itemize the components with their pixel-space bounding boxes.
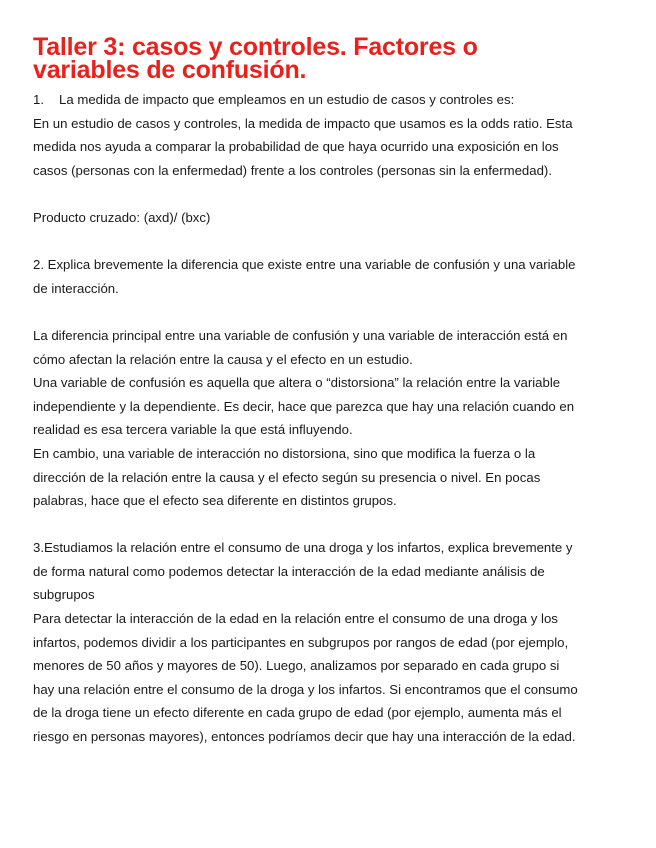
answer-3-line: Para detectar la interacción de la edad en la relación entre el consumo de una droga y los [33, 611, 558, 627]
page-title [33, 33, 623, 84]
answer-1-line: En un estudio de casos y controles, la medida de impacto que usamos es la odds ratio. Esta [33, 115, 573, 131]
answer-1-line: medida nos ayuda a comparar la probabilidad de que haya ocurrido una exposición en los [33, 139, 559, 155]
answer-2-line: independiente y la dependiente. Es decir, hace que parezca que hay una relación cuando en [33, 398, 575, 414]
title-line-2: variables de confusión. [33, 56, 307, 84]
question-1-text: La medida de impacto que empleamos en un estudio de casos y controles es: [59, 92, 515, 107]
answer-3-line: menores de 50 años y mayores de 50). Luego, analizamos por separado en cada grupo si [33, 658, 560, 674]
question-3-line: de forma natural como podemos detectar la interacción de la edad mediante análisis de [33, 563, 545, 579]
answer-1-line: casos (personas con la enfermedad) frente a los controles (personas sin la enfermedad). [33, 162, 552, 178]
formula: Producto cruzado: (axd)/ (bxc) [33, 209, 211, 225]
answer-3-line: de la droga tiene un efecto diferente en cada grupo de edad (por ejemplo, aumenta más el [33, 705, 562, 721]
answer-2-line: En cambio, una variable de interacción no distorsiona, sino que modifica la fuerza o la [33, 445, 536, 461]
answer-2-line: La diferencia principal entre una variable de confusión y una variable de interacción está en [33, 327, 568, 343]
spacer [33, 182, 623, 206]
document-page [33, 33, 623, 749]
question-1-number: 1. [33, 92, 44, 107]
answer-3-line: infartos, podemos dividir a los participantes en subgrupos por rangos de edad (por ejemplo, [33, 634, 569, 650]
spacer [33, 300, 623, 324]
spacer [33, 230, 623, 254]
answer-2-line: realidad es esa tercera variable la que está influyendo. [33, 422, 353, 438]
answer-3-line: riesgo en personas mayores), entonces podríamos decir que hay una interacción de la edad. [33, 729, 576, 745]
spacer [33, 513, 623, 537]
answer-3-line: hay una relación entre el consumo de la droga y los infartos. Si encontramos que el consumo [33, 681, 578, 697]
question-3-line: 3.Estudiamos la relación entre el consumo de una droga y los infartos, explica brevemente y [33, 540, 573, 556]
answer-2-line: dirección de la relación entre la causa y el efecto según su presencia o nivel. En pocas [33, 469, 541, 485]
question-2-line: 2. Explica brevemente la diferencia que existe entre una variable de confusión y una variable [33, 257, 576, 273]
answer-2-line: palabras, hace que el efecto sea diferente en distintos grupos. [33, 493, 397, 509]
question-1 [33, 88, 623, 112]
answer-2-line: Una variable de confusión es aquella que altera o “distorsiona” la relación entre la variable [33, 375, 561, 391]
document-body [33, 88, 623, 749]
title-line-1: Taller 3: casos y controles. Factores o [33, 33, 478, 61]
question-3-line: subgrupos [33, 587, 95, 603]
answer-2-line: cómo afectan la relación entre la causa y el efecto en un estudio. [33, 351, 413, 367]
question-2-line: de interacción. [33, 280, 119, 296]
